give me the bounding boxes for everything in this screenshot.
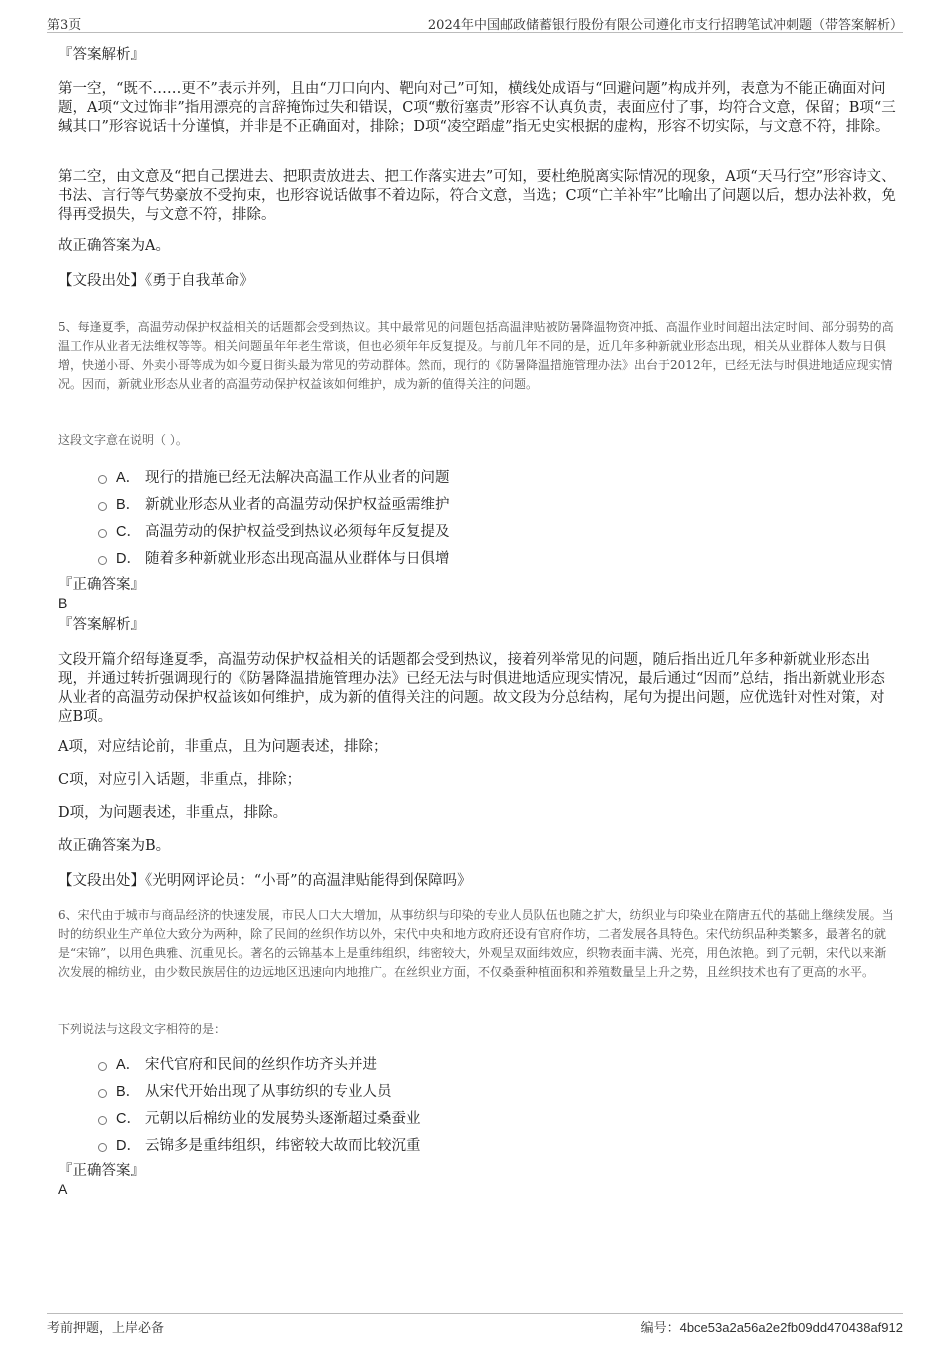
q4-analysis-p1: 第一空，“既不……更不”表示并列，且由“刀口向内、靶向对己”可知，横线处成语与“回避问题”构成并列，表意为不能正确面对问题，A项“文过饰非”指用漂亮的言辞掩饰过失和错误，C项“敷衍塞责”形容不认真负责，表面应付了事，均符合文意，保留；B项“三缄其口”形容说话十分谨慎，并非是不正确面对，排除；D项“凌空蹈虚”指无史实根据的虚构，形容不切实际，与文意不符，排除。 bbox=[58, 81, 896, 135]
q6-passage: 6、宋代由于城市与商品经济的快速发展，市民人口大大增加，从事纺织与印染的专业人员队伍也随之扩大，纺织业与印染业在隋唐五代的基础上继续发展。当时的纺织业生产单位大致分为两种，除了民间的丝织作坊以外，宋代中央和地方政府还设有官府作坊，二者发展各具特色。宋代纺织品种类繁多，最著名的就是“宋锦”，以用色典雅、沉重见长。著名的云锦基本上是重纬组织，纬密较大，外观呈双面纬效应，织物表面丰满、光亮，用色浓艳。到了元朝，宋代以来渐次发展的棉纺业，由少数民族居住的边远地区迅速向内地推广。在丝织业方面，不仅桑蚕种植面积和养殖数量呈上升之势，且丝织技术也有了更高的水平。 bbox=[58, 908, 894, 979]
radio-icon[interactable] bbox=[98, 1062, 107, 1071]
code-label: 编号： bbox=[640, 1321, 680, 1336]
page-number: 第3页 bbox=[47, 18, 82, 33]
q5-analysis: 文段开篇介绍每逢夏季，高温劳动保护权益相关的话题都会受到热议，接着列举常见的问题，随后指出近几年多种新就业形态出现，并通过转折强调现行的《防暑降温措施管理办法》已经无法与时俱进地适应现实情况，最后通过“因而”总结，指出新就业形态从业者的高温劳动保护权益该如何维护，成为新的值得关注的问题。故文段为分总结构，尾句为提出问题，应优选针对性对策，对应B项。 bbox=[58, 652, 885, 725]
q5-question: 这段文字意在说明（ ）。 bbox=[58, 433, 188, 447]
q5-option-b[interactable]: B． 新就业形态从业者的高温劳动保护权益亟需维护 bbox=[95, 492, 795, 519]
code-value: 4bce53a2a56a2e2fb09dd470438af912 bbox=[679, 1320, 903, 1335]
q4-conclusion: 故正确答案为A。 bbox=[58, 238, 170, 254]
q6-answer-label: 『正确答案』 bbox=[58, 1163, 145, 1179]
q5-source: 【文段出处】《光明网评论员：“小哥”的高温津贴能得到保障吗》 bbox=[58, 873, 472, 889]
q4-analysis-label: 『答案解析』 bbox=[58, 47, 145, 63]
q5-answer: B bbox=[58, 595, 68, 611]
radio-icon[interactable] bbox=[98, 1116, 107, 1125]
q5-answer-label: 『正确答案』 bbox=[58, 577, 145, 593]
page-header bbox=[47, 12, 903, 33]
q5-option-c[interactable]: C． 高温劳动的保护权益受到热议必须每年反复提及 bbox=[95, 519, 795, 546]
radio-icon[interactable] bbox=[98, 1143, 107, 1152]
q6-option-a[interactable]: A． 宋代官府和民间的丝织作坊齐头并进 bbox=[95, 1052, 795, 1079]
radio-icon[interactable] bbox=[98, 1089, 107, 1098]
q5-option-a[interactable]: A． 现行的措施已经无法解决高温工作从业者的问题 bbox=[95, 465, 795, 492]
q5-note-c: C项，对应引入话题，非重点，排除； bbox=[58, 772, 302, 788]
q5-option-d[interactable]: D． 随着多种新就业形态出现高温从业群体与日俱增 bbox=[95, 546, 795, 573]
q6-option-d[interactable]: D． 云锦多是重纬组织，纬密较大故而比较沉重 bbox=[95, 1133, 795, 1160]
footer-slogan: 考前押题，上岸必备 bbox=[47, 1321, 165, 1336]
q6-answer: A bbox=[58, 1181, 68, 1197]
q5-note-a: A项，对应结论前，非重点，且为问题表述，排除； bbox=[58, 739, 388, 755]
q5-options bbox=[95, 465, 795, 573]
q6-question: 下列说法与这段文字相符的是： bbox=[58, 1022, 227, 1036]
document-title: 2024年中国邮政储蓄银行股份有限公司遵化市支行招聘笔试冲刺题（带答案解析） bbox=[427, 18, 903, 33]
q6-option-b[interactable]: B． 从宋代开始出现了从事纺织的专业人员 bbox=[95, 1079, 795, 1106]
q4-source: 【文段出处】《勇于自我革命》 bbox=[58, 273, 254, 289]
q5-passage: 5、每逢夏季，高温劳动保护权益相关的话题都会受到热议。其中最常见的问题包括高温津贴被防暑降温物资冲抵、高温作业时间超出法定时间、部分弱势的高温工作从业者无法维权等等。相关问题虽年年老生常谈，但也必须年年反复提及。与前几年不同的是，近几年多种新就业形态出现，相关从业群体人数与日俱增，快递小哥、外卖小哥等成为如今夏日街头最为常见的劳动群体。然而，现行的《防暑降温措施管理办法》出台于2012年，已经无法与时俱进地适应现实情况。因而，新就业形态从业者的高温劳动保护权益该如何维护，成为新的值得关注的问题。 bbox=[58, 320, 894, 391]
radio-icon[interactable] bbox=[98, 529, 107, 538]
q5-conclusion: 故正确答案为B。 bbox=[58, 838, 171, 854]
radio-icon[interactable] bbox=[98, 475, 107, 484]
radio-icon[interactable] bbox=[98, 556, 107, 565]
q4-analysis-p2: 第二空，由文意及“把自己摆进去、把职责放进去、把工作落实进去”可知，要杜绝脱离实际情况的现象，A项“天马行空”形容诗文、书法、言行等气势豪放不受拘束，也形容说话做事不着边际，符合文意，当选；C项“亡羊补牢”比喻出了问题以后，想办法补救，免得再受损失，与文意不符，排除。 bbox=[58, 169, 896, 223]
page-footer bbox=[47, 1313, 903, 1336]
q5-note-d: D项，为问题表述，非重点，排除。 bbox=[58, 805, 288, 821]
q6-options bbox=[95, 1052, 795, 1160]
q5-analysis-label: 『答案解析』 bbox=[58, 617, 145, 633]
document-code bbox=[641, 1317, 903, 1336]
radio-icon[interactable] bbox=[98, 502, 107, 511]
q6-option-c[interactable]: C． 元朝以后棉纺业的发展势头逐渐超过桑蚕业 bbox=[95, 1106, 795, 1133]
